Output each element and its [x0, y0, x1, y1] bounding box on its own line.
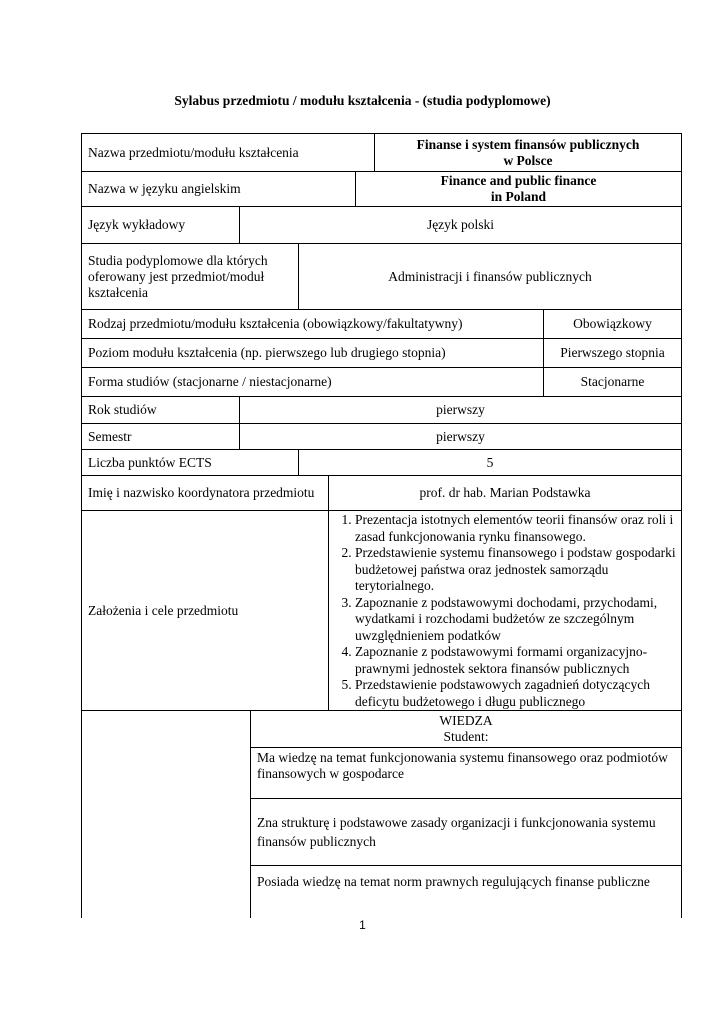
semester-value: pierwszy [239, 423, 682, 450]
page-title: Sylabus przedmiotu / modułu kształcenia - (studia podyplomowe) [174, 93, 551, 108]
goals-list-cell [328, 510, 682, 711]
knowledge-heading: WIEDZA [439, 713, 493, 728]
knowledge-subheading: Student: [443, 729, 489, 744]
goals-list [333, 512, 677, 710]
studies-value: Administracji i finansów publicznych [298, 243, 682, 310]
coordinator-label: Imię i nazwisko koordynatora przedmiotu [81, 475, 329, 511]
goal-item: 1. Prezentacja istotnych elementów teorii finansów oraz roli i zasad funkcjonowania rynku finansowego. [355, 512, 677, 545]
english-name-label: Nazwa w języku angielskim [81, 171, 356, 207]
knowledge-item-3: Posiada wiedzę na temat norm prawnych regulujących finanse publiczne [250, 865, 682, 918]
subject-name-value [374, 133, 682, 172]
semester-label: Semestr [81, 423, 240, 450]
goal-item: 2. Przedstawienie systemu finansowego i podstaw gospodarki budżetowej państwa oraz jednostek samorządu terytorialnego. [355, 545, 677, 595]
subject-type-value: Obowiązkowy [543, 309, 682, 339]
form-value: Stacjonarne [543, 367, 682, 397]
english-name-value [355, 171, 682, 207]
knowledge-item-1: Ma wiedzę na temat funkcjonowania systemu finansowego oraz podmiotów finansowych w gospodarce [250, 747, 682, 799]
english-name-value-line2: in Poland [490, 189, 547, 204]
studies-label: Studia podyplomowe dla których oferowany jest przedmiot/moduł kształcenia [81, 243, 299, 310]
subject-name-value-line2: w Polsce [503, 152, 553, 168]
form-label: Forma studiów (stacjonarne / niestacjonarne) [81, 367, 544, 397]
goal-item: 4. Zapoznanie z podstawowymi formami organizacyjno-prawnymi jednostek sektora finansów publicznych [355, 644, 677, 677]
subject-name-value-line1: Finanse i system finansów publicznych [416, 136, 640, 152]
knowledge-item-2: Zna strukturę i podstawowe zasady organizacji i funkcjonowania systemu finansów publicznych [250, 798, 682, 866]
knowledge-left-cell [81, 710, 251, 918]
coordinator-value: prof. dr hab. Marian Podstawka [328, 475, 682, 511]
goals-label: Założenia i cele przedmiotu [81, 510, 329, 711]
goal-item: 5. Przedstawienie podstawowych zagadnień dotyczących deficytu budżetowego i długu publicznego [355, 677, 677, 710]
year-label: Rok studiów [81, 396, 240, 424]
language-label: Język wykładowy [81, 206, 240, 244]
page-number: 1 [359, 918, 366, 932]
level-label: Poziom modułu kształcenia (np. pierwszego lub drugiego stopnia) [81, 338, 544, 368]
year-value: pierwszy [239, 396, 682, 424]
subject-name-label: Nazwa przedmiotu/modułu kształcenia [81, 133, 375, 172]
english-name-value-line1: Finance and public finance [440, 173, 597, 188]
language-value: Język polski [239, 206, 682, 244]
ects-label: Liczba punktów ECTS [81, 449, 299, 476]
level-value: Pierwszego stopnia [543, 338, 682, 368]
subject-type-label: Rodzaj przedmiotu/modułu kształcenia (obowiązkowy/fakultatywny) [81, 309, 544, 339]
goal-item: 3. Zapoznanie z podstawowymi dochodami, przychodami, wydatkami i rozchodami budżetów ze szczególnym uwzględnieniem podatków [355, 595, 677, 645]
knowledge-heading-cell [250, 710, 682, 748]
ects-value: 5 [298, 449, 682, 476]
